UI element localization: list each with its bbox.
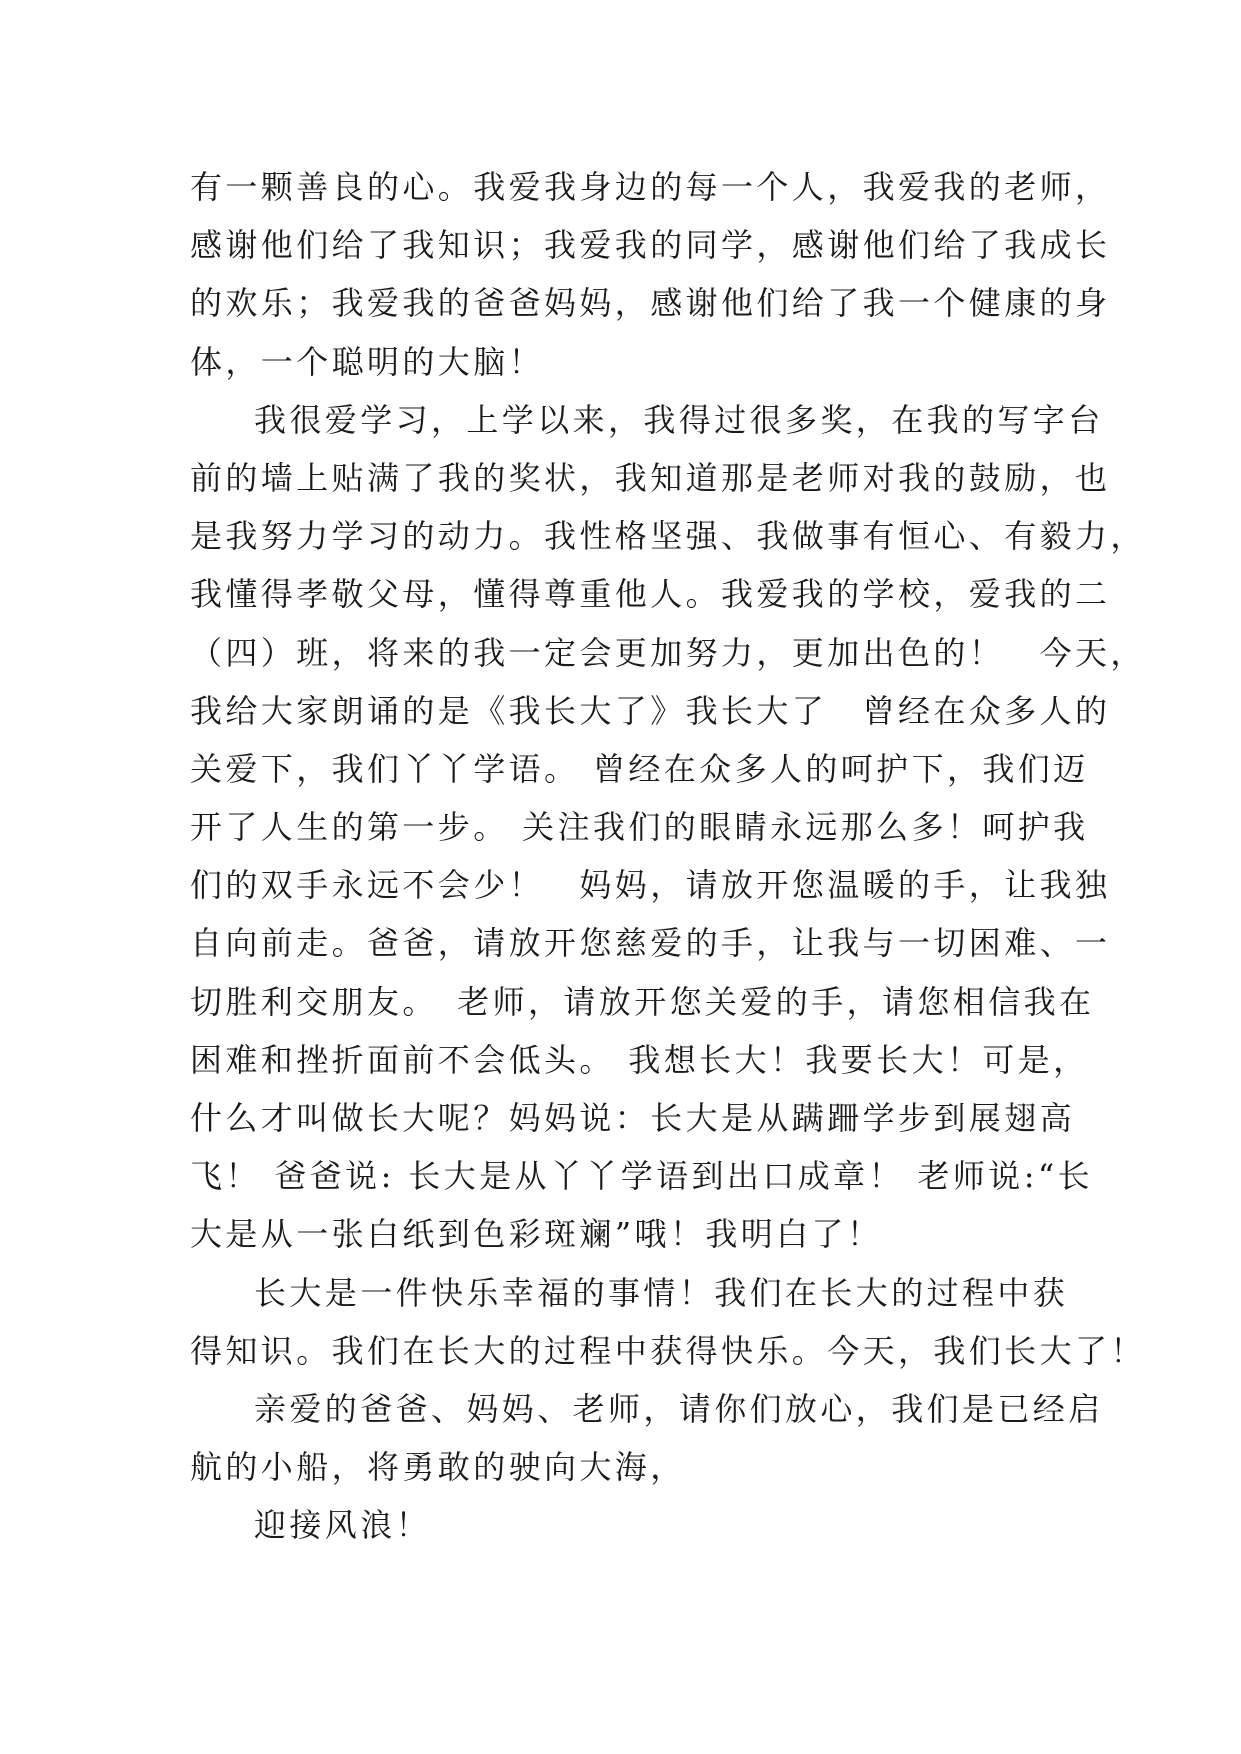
body-text [190, 158, 1146, 1555]
text-line: 切胜利交朋友。 老师，请放开您关爱的手，请您相信我在 [190, 982, 1095, 1021]
text-line: 感谢他们给了我知识；我爱我的同学，感谢他们给了我成长 [190, 226, 1111, 265]
text-line: 自向前走。爸爸，请放开您慈爱的手，让我与一切困难、一 [190, 924, 1111, 963]
text-line: 困难和挫折面前不会低头。 我想长大！我要长大！可是， [190, 1040, 1089, 1079]
text-line: 是我努力学习的动力。我性格坚强、我做事有恒心、有毅力， [190, 517, 1146, 556]
text-line: 得知识。我们在长大的过程中获得快乐。今天，我们长大了！ [190, 1331, 1146, 1370]
paragraph-start-line: 亲爱的爸爸、妈妈、老师，请你们放心，我们是已经启 [254, 1389, 1104, 1428]
text-line: 的欢乐；我爱我的爸爸妈妈，感谢他们给了我一个健康的身 [190, 284, 1111, 323]
text-line: 航的小船，将勇敢的驶向大海， [190, 1448, 686, 1487]
paragraph-start-line: 我很爱学习，上学以来，我得过很多奖，在我的写字台 [254, 400, 1104, 439]
paragraph-start-line: 迎接风浪！ [254, 1506, 432, 1545]
paragraph-start-line: 长大是一件快乐幸福的事情！我们在长大的过程中获 [254, 1273, 1069, 1312]
text-line: 们的双手永远不会少！ 妈妈，请放开您温暖的手，让我独 [190, 866, 1111, 905]
text-line: 大是从一张白纸到色彩斑斓”哦！我明白了！ [190, 1215, 883, 1254]
text-line: 关爱下，我们丫丫学语。 曾经在众多人的呵护下，我们迈 [190, 749, 1089, 788]
text-line: 我懂得孝敬父母，懂得尊重他人。我爱我的学校，爱我的二 [190, 575, 1111, 614]
text-line: 前的墙上贴满了我的奖状，我知道那是老师对我的鼓励，也 [190, 458, 1111, 497]
text-line: 有一颗善良的心。我爱我身边的每一个人，我爱我的老师， [190, 168, 1111, 206]
text-line: 我给大家朗诵的是《我长大了》我长大了 曾经在众多人的 [190, 691, 1111, 730]
text-line: 什么才叫做长大呢？妈妈说：长大是从蹒跚学步到展翅高 [190, 1099, 1076, 1137]
text-line: （四）班，将来的我一定会更加努力，更加出色的！ 今天， [190, 633, 1146, 672]
text-line: 开了人生的第一步。 关注我们的眼睛永远那么多！呵护我 [190, 808, 1089, 847]
text-line: 飞！ 爸爸说: 长大是从丫丫学语到出口成章！ 老师说:“长 [190, 1157, 1094, 1196]
text-line: 体，一个聪明的大脑！ [190, 342, 545, 381]
